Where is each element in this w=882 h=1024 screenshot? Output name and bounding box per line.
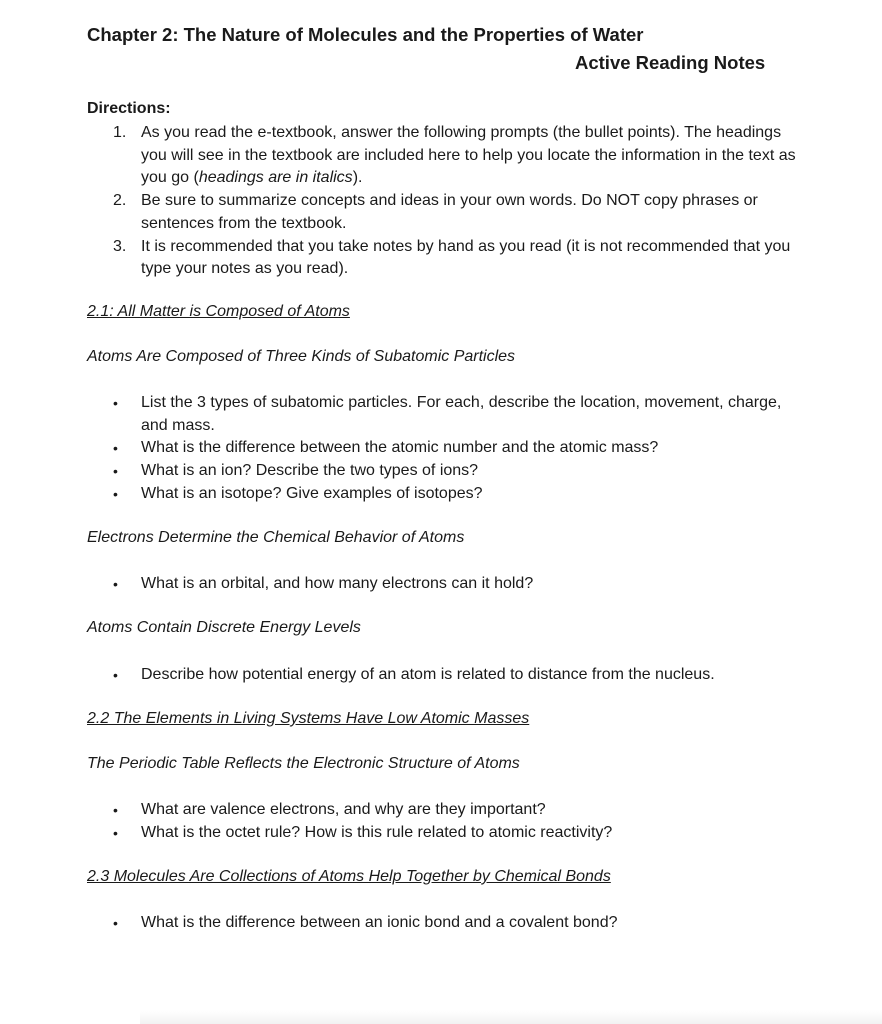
bullet-icon: • [113,915,118,931]
directions-text: Be sure to summarize concepts and ideas in your own words. Do NOT copy phrases or sentences from the textbook. [141,192,758,232]
list-item: • What is the difference between an ionic bond and a covalent bond? [113,912,793,935]
list-item: • What are valence electrons, and why are they important? [113,799,793,822]
list-number: 1. [113,124,127,141]
list-item: • List the 3 types of subatomic particles. For each, describe the location, movement, charge, and mass. [113,392,793,437]
bullet-icon: • [113,802,118,818]
bullet-list [113,573,793,596]
bullet-icon: • [113,395,118,411]
list-item: • What is the octet rule? How is this rule related to atomic reactivity? [113,822,793,845]
bullet-list [113,392,793,506]
list-item: • What is an isotope? Give examples of isotopes? [113,483,793,506]
list-item: • What is an orbital, and how many electrons can it hold? [113,573,793,596]
bullet-icon: • [113,667,118,683]
subheading-electrons: Electrons Determine the Chemical Behavior of Atoms [87,529,465,546]
italic-note: headings are in italics [198,169,353,187]
page-edge-shadow [140,1010,882,1024]
section-heading-2-2: 2.2 The Elements in Living Systems Have Low Atomic Masses [87,710,530,727]
subheading-energy-levels: Atoms Contain Discrete Energy Levels [87,619,361,636]
section-heading-2-1: 2.1: All Matter is Composed of Atoms [87,303,350,320]
bullet-icon: • [113,440,118,457]
subheading-subatomic-particles: Atoms Are Composed of Three Kinds of Subatomic Particles [87,348,516,365]
directions-text: It is recommended that you take notes by hand as you read (it is not recommended that you type your notes as you read). [141,237,791,278]
directions-item [87,236,807,281]
bullet-icon: • [113,576,118,592]
subheading-periodic-table: The Periodic Table Reflects the Electronic Structure of Atoms [87,755,520,772]
directions-list [87,122,807,281]
page-title: Chapter 2: The Nature of Molecules and the Properties of Water [87,24,644,45]
list-number: 3. [113,237,127,255]
directions-item [87,190,807,235]
section-heading-2-3: 2.3 Molecules Are Collections of Atoms Help Together by Chemical Bonds [87,868,611,885]
bullet-icon: • [113,824,118,841]
list-number: 2. [113,192,127,210]
page-subtitle: Active Reading Notes [575,52,766,73]
bullet-icon: • [113,463,118,480]
directions-heading: Directions: [87,100,171,117]
bullet-list [113,799,793,844]
directions-item [87,122,807,190]
bullet-list [113,664,793,687]
list-item: • Describe how potential energy of an atom is related to distance from the nucleus. [113,664,793,687]
bullet-list [113,912,793,935]
bullet-icon: • [113,485,118,502]
directions-text: As you read the e-textbook, answer the following prompts (the bullet points). The headings you will see in the textbook are included here to help you locate the information in the text as you go (headings are in italics). [141,124,796,187]
list-item: • What is an ion? Describe the two types of ions? [113,460,793,483]
list-item: • What is the difference between the atomic number and the atomic mass? [113,437,793,460]
